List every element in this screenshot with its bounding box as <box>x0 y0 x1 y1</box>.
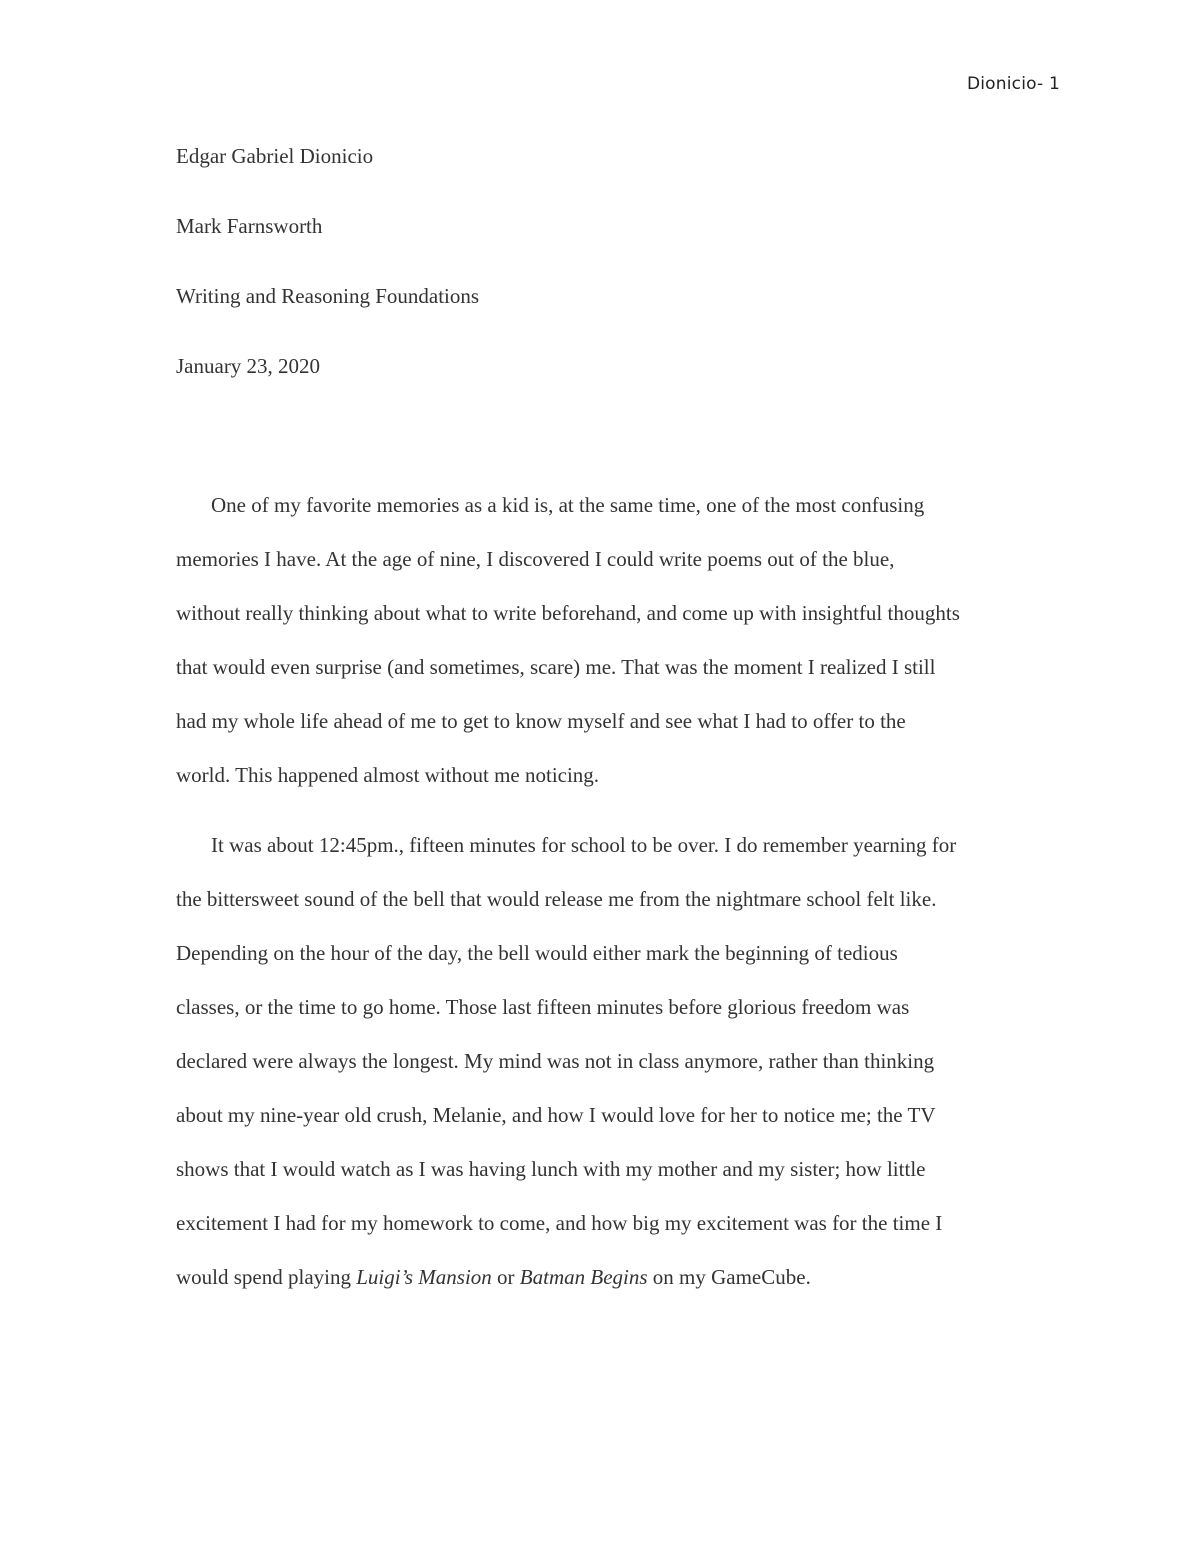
paragraph-line: It was about 12:45pm., fifteen minutes for school to be over. I do remember yearning for <box>211 833 957 857</box>
line-text-suffix: on my GameCube. <box>647 1265 811 1289</box>
paragraph-1 <box>176 487 1060 811</box>
paragraph-line: One of my favorite memories as a kid is, at the same time, one of the most confusing <box>211 493 925 517</box>
line-text-prefix: would spend playing <box>176 1265 357 1289</box>
game-title-luigis-mansion: Luigi’s Mansion <box>356 1265 492 1289</box>
line-text-middle: or <box>491 1265 520 1289</box>
mla-heading <box>176 141 1056 421</box>
paragraph-line: Depending on the hour of the day, the bell would either mark the beginning of tedious <box>176 941 898 965</box>
paragraph-2 <box>176 827 1060 1313</box>
paragraph-line: had my whole life ahead of me to get to know myself and see what I had to offer to the <box>176 709 906 733</box>
course-name: Writing and Reasoning Foundations <box>176 284 480 308</box>
paragraph-last-line <box>176 1259 1060 1313</box>
paragraph-line: the bittersweet sound of the bell that would release me from the nightmare school felt like. <box>176 887 937 911</box>
paragraph-line: about my nine-year old crush, Melanie, and how I would love for her to notice me; the TV <box>176 1103 936 1127</box>
paragraph-line: that would even surprise (and sometimes, scare) me. That was the moment I realized I still <box>176 655 936 679</box>
student-name: Edgar Gabriel Dionicio <box>176 144 374 168</box>
essay-body <box>176 487 1060 1313</box>
instructor-name: Mark Farnsworth <box>176 214 323 238</box>
paragraph-line: classes, or the time to go home. Those last fifteen minutes before glorious freedom was <box>176 995 910 1019</box>
essay-date: January 23, 2020 <box>176 354 321 378</box>
game-title-batman-begins: Batman Begins <box>519 1265 648 1289</box>
paragraph-line: world. This happened almost without me noticing. <box>176 763 600 787</box>
paragraph-spacer <box>176 811 1060 827</box>
paragraph-line: without really thinking about what to write beforehand, and come up with insightful thoughts <box>176 601 960 625</box>
paragraph-line: memories I have. At the age of nine, I discovered I could write poems out of the blue, <box>176 547 895 571</box>
paragraph-line: excitement I had for my homework to come, and how big my excitement was for the time I <box>176 1211 943 1235</box>
paragraph-line: declared were always the longest. My mind was not in class anymore, rather than thinking <box>176 1049 935 1073</box>
paragraph-line: shows that I would watch as I was having lunch with my mother and my sister; how little <box>176 1157 926 1181</box>
running-head: Dionicio- 1 <box>966 74 1060 94</box>
